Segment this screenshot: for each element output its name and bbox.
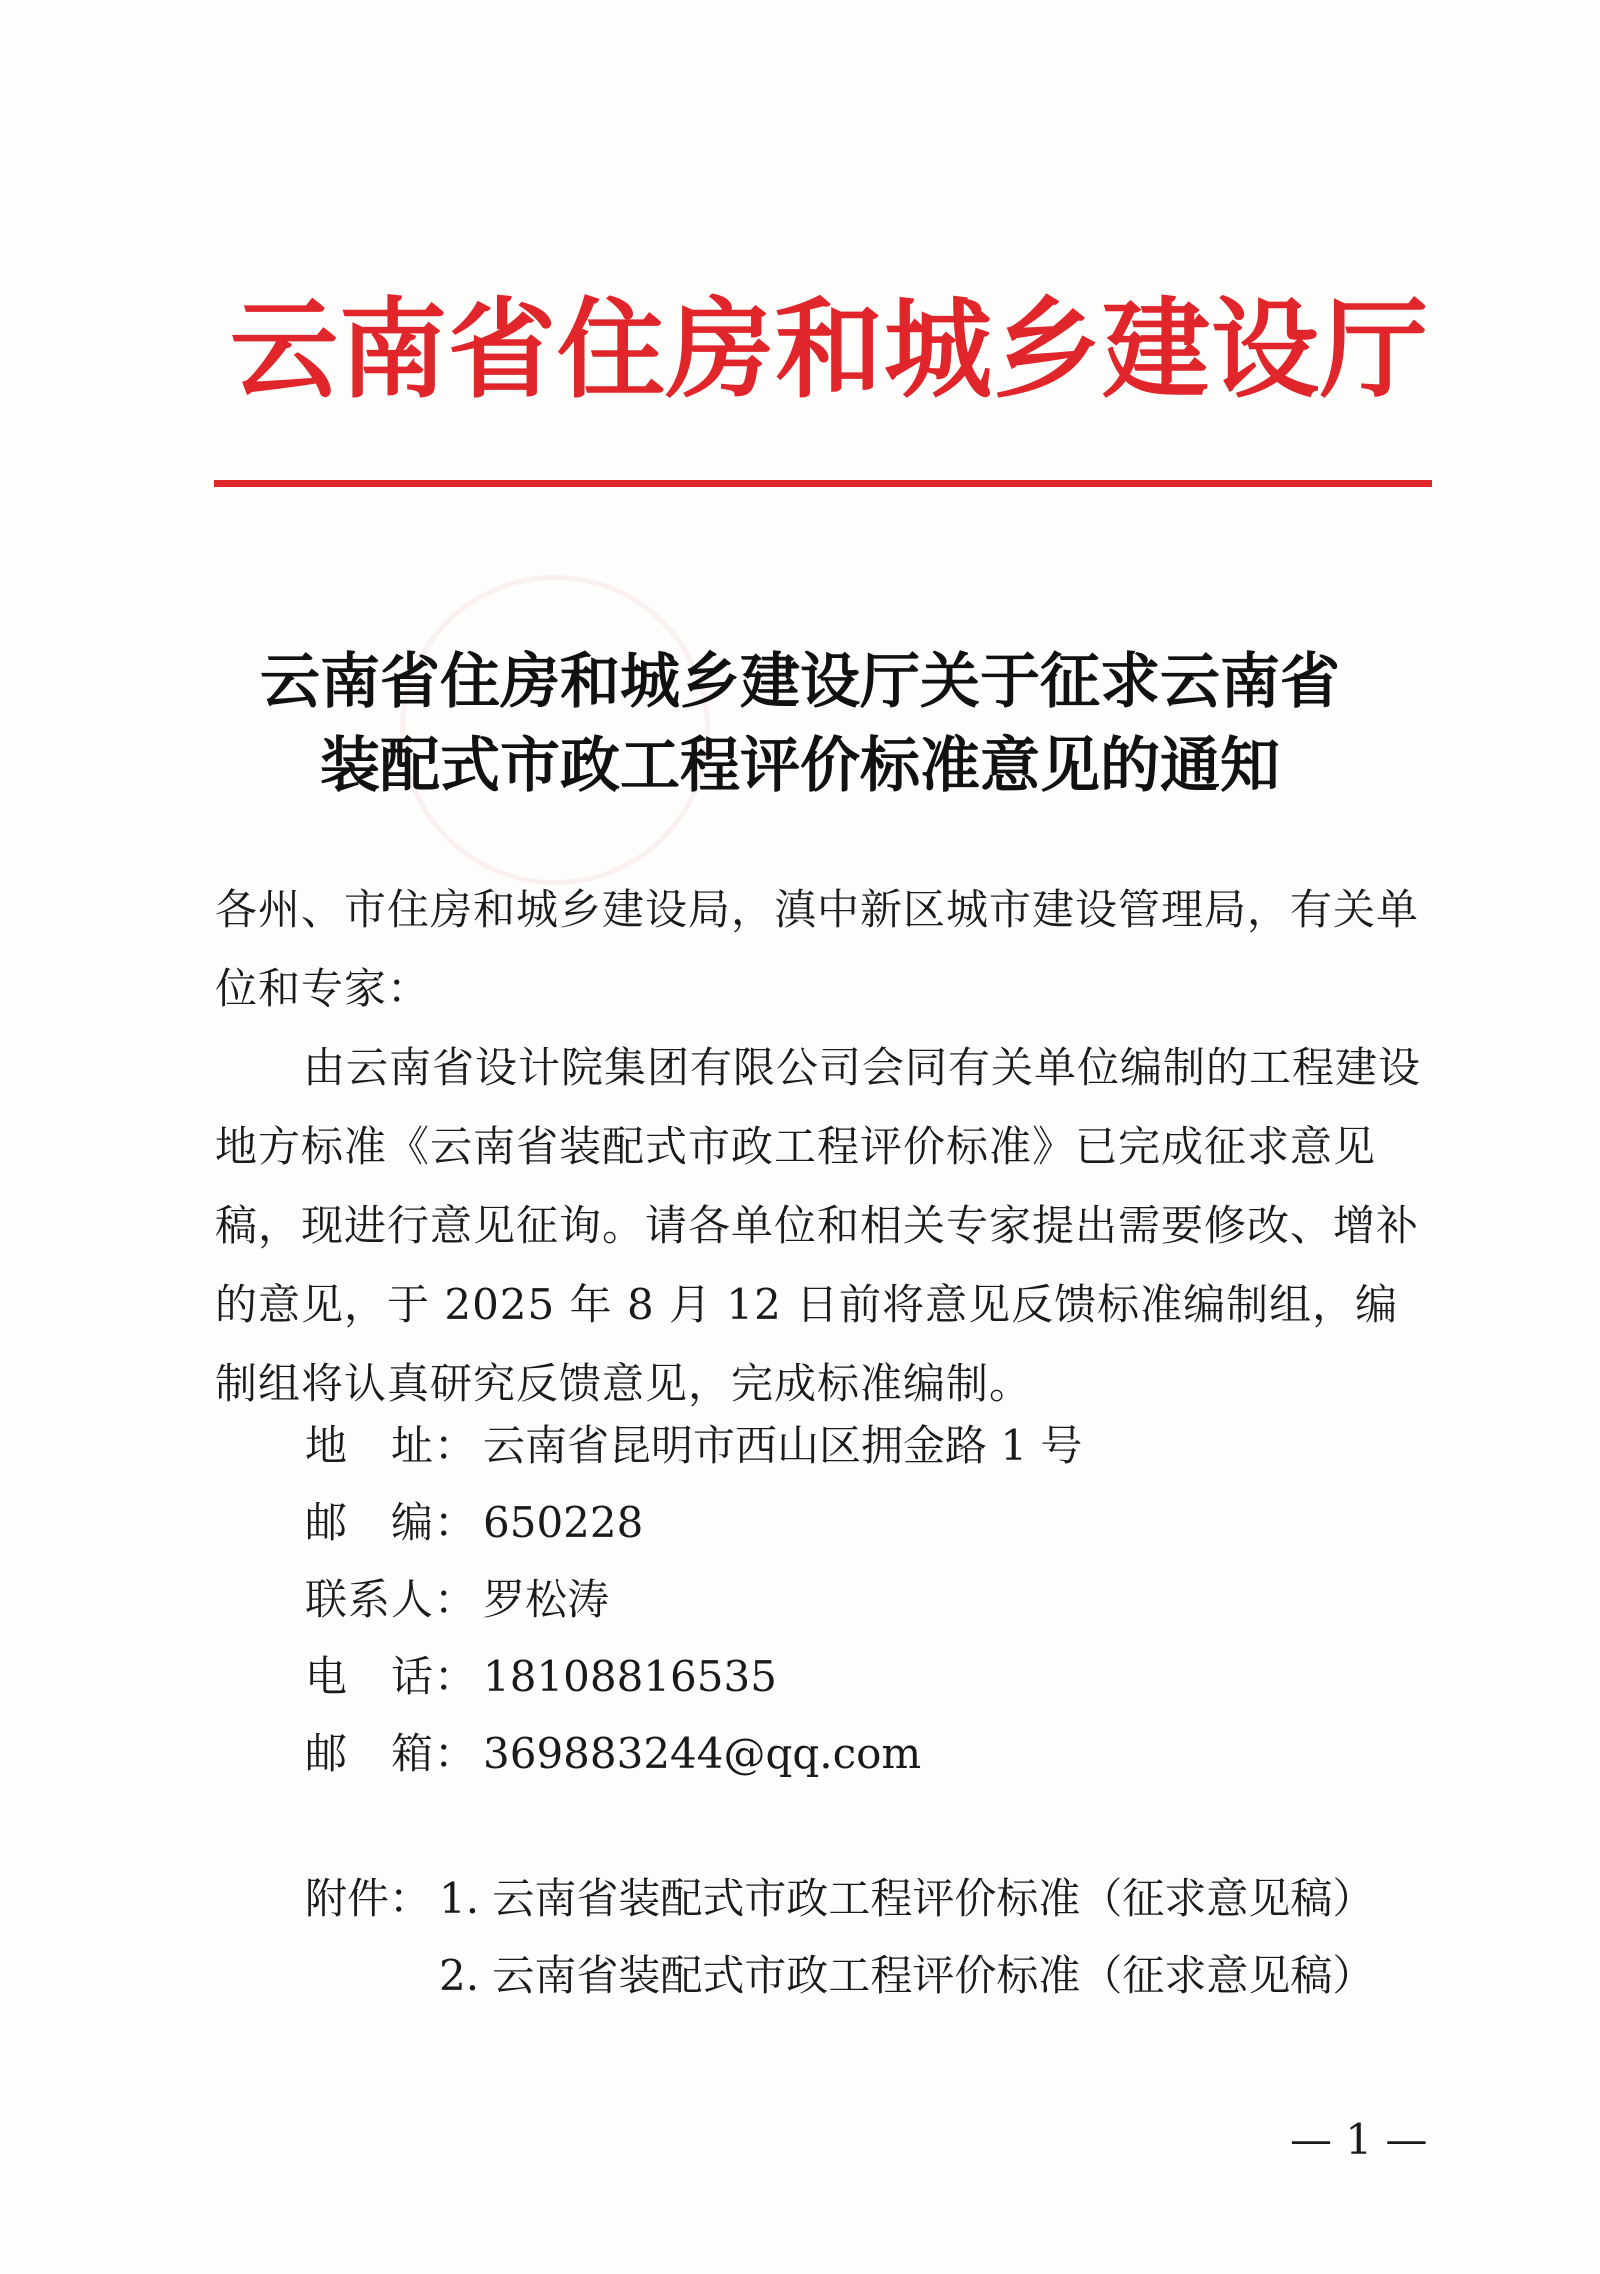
page-number: — 1 — <box>1290 2115 1428 2164</box>
document-title-line-1: 云南省住房和城乡建设厅关于征求云南省 <box>260 647 1340 717</box>
person-label: 联系人： <box>305 1575 478 1624</box>
phone-label: 电 话： <box>305 1652 478 1701</box>
recipients-line: 各州、市住房和城乡建设局，滇中新区城市建设管理局，有关单位和专家： <box>215 885 1420 1013</box>
document-title-line-2: 装配式市政工程评价标准意见的通知 <box>320 731 1280 801</box>
contact-info <box>305 1407 1082 1792</box>
postcode-label: 邮 编： <box>305 1498 478 1547</box>
contact-postcode-row <box>305 1484 1082 1561</box>
email-value: 369883244@qq.com <box>483 1729 922 1778</box>
contact-email-row <box>305 1715 1082 1792</box>
attachment-row <box>305 1860 1374 1937</box>
attachments <box>305 1860 1374 2014</box>
attachments-label: 附件： <box>305 1874 432 1923</box>
red-header-rule <box>214 480 1432 487</box>
attachment-row <box>305 1937 1374 2014</box>
address-value: 云南省昆明市西山区拥金路 1 号 <box>483 1421 1083 1470</box>
contact-phone-row <box>305 1638 1082 1715</box>
attachment-item: 2. 云南省装配式市政工程评价标准（征求意见稿） <box>439 1951 1375 2000</box>
address-label: 地 址： <box>305 1421 478 1470</box>
person-value: 罗松涛 <box>483 1575 610 1624</box>
contact-person-row <box>305 1561 1082 1638</box>
contact-address-row <box>305 1407 1082 1484</box>
attachment-item: 1. 云南省装配式市政工程评价标准（征求意见稿） <box>439 1874 1375 1923</box>
phone-value: 18108816535 <box>483 1652 777 1701</box>
postcode-value: 650228 <box>483 1498 644 1547</box>
main-paragraph: 由云南省设计院集团有限公司会同有关单位编制的工程建设地方标准《云南省装配式市政工程评价标准》已完成征求意见稿，现进行意见征询。请各单位和相关专家提出需要修改、增补的意见，于 2025 年 8 月 12 日前将意见反馈标准编制组，编制组将认真研究反馈意见，完成标准编制。 <box>215 1043 1422 1408</box>
issuing-authority-header: 云南省住房和城乡建设厅 <box>230 288 1430 413</box>
document-title <box>200 640 1400 808</box>
document-body <box>215 870 1430 1423</box>
email-label: 邮 箱： <box>305 1729 478 1778</box>
